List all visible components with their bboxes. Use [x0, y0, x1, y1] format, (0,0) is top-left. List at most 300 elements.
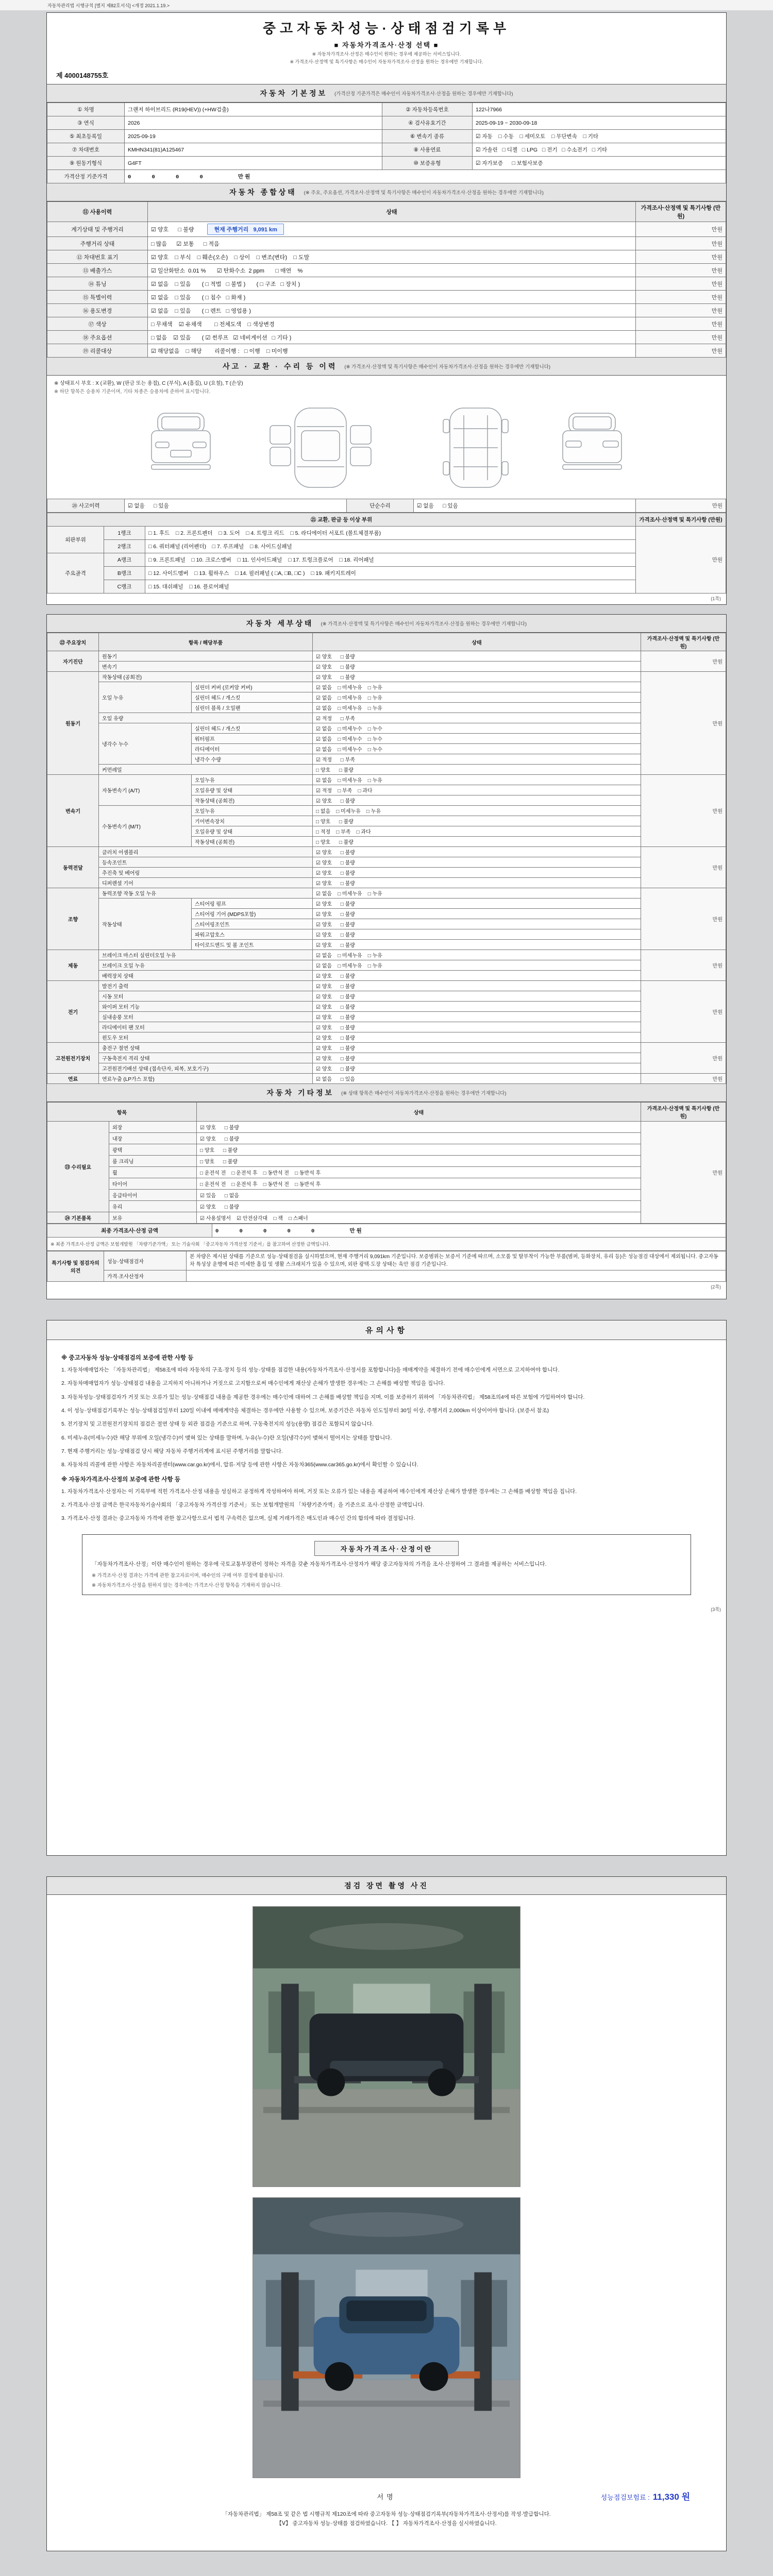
- cell-label: ② 자동차등록번호: [382, 103, 473, 116]
- cell-label: ⑩ 보증유형: [382, 157, 473, 170]
- cell-status[interactable]: ☑ 양호 □ 불량: [197, 1133, 641, 1144]
- table-row: [47, 723, 726, 734]
- table-row: [47, 662, 726, 672]
- section-bar-photos: [47, 1877, 726, 1895]
- definition-title: 자동차가격조사·산정이란: [314, 1541, 459, 1556]
- cell-group: 고전원전기장치: [47, 1043, 99, 1074]
- table-row: [47, 130, 726, 143]
- cell-item: 연료누출 (LP가스 포함): [99, 1074, 313, 1084]
- cell-value: G4FT: [125, 157, 382, 170]
- cell-item: 내장: [109, 1133, 197, 1144]
- notice-item: 3. 가격조사·산정 결과는 중고자동차 가격에 관한 참고사항으로서 법적 구속력은 없으며, 실제 거래가격은 매도인과 매수인 간의 합의에 따라 결정됩니다.: [61, 1515, 415, 1522]
- section-title-overall: 자동차 종합상태: [229, 188, 297, 196]
- cell-status[interactable]: ☑ 없음 □ 미세누유 □ 누유: [313, 950, 641, 960]
- cell-item: 발전기 출력: [99, 981, 313, 991]
- table-row: [47, 1022, 726, 1032]
- cell-status[interactable]: □ 9. 프론트패널 □ 10. 크로스멤버 □ 11. 인사이드패널 □ 17. 트렁크플로어 □ 18. 리어패널: [145, 553, 636, 567]
- notice-item: 1. 자동차매매업자는 「자동차관리법」 제58조에 따라 자동차의 구조·장치 등의 성능·상태를 점검한 내용(자동차가격조사·산정서를 포함합니다)을 매매계약을 체결하기 전에 매수인에게 서면으로 고지하여야 합니다.: [61, 1367, 560, 1373]
- notice-item: 2. 가격조사·산정 금액은 한국자동차기술사회의 「중고자동차 가격산정 기준서」 또는 보험개발원의 「차량기준가액」을 기준으로 조사·산정한 금액입니다.: [61, 1501, 425, 1508]
- cell-price: 만원: [641, 775, 726, 847]
- table-row: [47, 202, 726, 222]
- cell-price: 만원: [641, 981, 726, 1043]
- cell-head: ⑪ 사용이력: [47, 202, 148, 222]
- notice-item: 8. 자동차의 리콜에 관한 사항은 자동차리콜센터(www.car.go.kr)에서, 압류·저당 등에 관한 사항은 자동차365(www.car365.go.kr)에서 확인할 수 있습니다.: [61, 1462, 418, 1468]
- cell-price: 만원: [636, 344, 726, 358]
- table-row: [47, 1238, 726, 1251]
- cell-status[interactable]: ☑ 양호 □ 불량: [313, 857, 641, 868]
- cell-sub: 오일누유: [192, 806, 313, 816]
- definition-note1: ※ 가격조사·산정 결과는 가격에 관한 참고자료이며, 매수인의 구매 여부 결정에 활용됩니다.: [92, 1573, 284, 1579]
- notice-item: 5. 전기장치 및 고전원전기장치의 점검은 절연 상태 등 외관 점검을 기준으로 하며, 구동축전지의 성능(용량) 점검은 포함되지 않습니다.: [61, 1421, 374, 1428]
- cell-item: 클러치 어셈블리: [99, 847, 313, 857]
- cell-item: 구동축전지 격리 상태: [99, 1053, 313, 1063]
- section-note-accident: (※ 가격조사·산정액 및 특기사항은 매수인이 자동차가격조사·산정을 원하는 경우에만 기재합니다): [344, 364, 551, 370]
- cell-status[interactable]: ☑ 적정 □ 부족 □ 과다: [313, 785, 641, 795]
- table-row: [47, 1074, 726, 1084]
- table-row: [47, 1133, 726, 1144]
- accident-history-table: [47, 499, 726, 513]
- cell-status[interactable]: ☑ 있음 □ 없음: [197, 1190, 641, 1201]
- cell-head: 상태: [197, 1103, 641, 1122]
- cell-item: 가격·조사산정자: [104, 1270, 187, 1282]
- cell-item: 오일 누유: [99, 682, 192, 713]
- form-reference: 자동차관리법 시행규칙 [별지 제82호서식] <개정 2021.1.19.>: [47, 3, 170, 8]
- cell-item: 냉각수 누수: [99, 723, 192, 765]
- cell-item: 등속조인트: [99, 857, 313, 868]
- form-reference-strip: [0, 0, 773, 10]
- cell-item: 디퍼렌셜 기어: [99, 878, 313, 888]
- cell-status[interactable]: ☑ 가솔린 □ 디젤 □ LPG □ 전기 □ 수소전기 □ 기타: [473, 143, 726, 157]
- cell-status[interactable]: ☑ 양호 □ 불량: [313, 662, 641, 672]
- table-row: [47, 1122, 726, 1133]
- table-row: [47, 1224, 726, 1238]
- table-row: [47, 950, 726, 960]
- cell-item: 작동상태: [99, 899, 192, 950]
- cell-label: ⑲ 리콜대상: [47, 344, 148, 358]
- cell-sub: 실린더 블록 / 오일팬: [192, 703, 313, 713]
- cell-head: 항목: [47, 1103, 197, 1122]
- panel-notices: [46, 1320, 727, 1856]
- cell-group: 특기사항 및 점검자의 의견: [47, 1251, 104, 1282]
- cell-status[interactable]: ☑ 없음 □ 미세누유 □ 누유: [313, 703, 641, 713]
- cell-status[interactable]: ☑ 없음 □ 미세누유 □ 누유: [313, 960, 641, 971]
- notice-item: 3. 자동차성능·상태점검자가 거짓 또는 오류가 있는 성능·상태점검 내용을 제공한 경우에는 매수인에 대하여 그 손해를 배상할 책임을 지며, 이를 보증하기 위하여 「자동차관리법」 제58조의4에 따른 보험에 가입하여야 합니다.: [61, 1394, 585, 1400]
- signature-row: [47, 2483, 726, 2508]
- table-row: [47, 1212, 726, 1224]
- table-row: [47, 960, 726, 971]
- cell-status[interactable]: ☑ 없음 □ 있음 ( □ 렌트 □ 영업용 ): [148, 304, 636, 317]
- cell-price: 만원: [641, 1043, 726, 1074]
- table-row: [47, 672, 726, 682]
- table-row: [47, 1032, 726, 1043]
- misc-info-table: [47, 1102, 726, 1224]
- table-row: [47, 291, 726, 304]
- cell-head: 가격조사·산정액 및 특기사항 (만원): [641, 1103, 726, 1122]
- status-code-legend: ※ 상태표시 부호 : X (교환), W (판금 또는 용접), C (부식), A (흠집), U (요철), T (손상): [54, 381, 243, 386]
- page-marker-2: (2쪽): [711, 1284, 721, 1290]
- cell-part: 외판부위: [47, 527, 104, 553]
- price-appraisal-definition-box: [82, 1534, 691, 1595]
- cell-sub: 실린더 헤드 / 개스킷: [192, 692, 313, 703]
- cell-status[interactable]: ☑ 없음 □ 미세누유 □ 누유: [313, 682, 641, 692]
- notice-item: 2. 자동차매매업자가 성능·상태점검 내용을 고지하지 아니하거나 거짓으로 고지함으로써 매수인에게 재산상 손해가 발생한 경우에는 그 손해를 배상할 책임을 집니다.: [61, 1380, 445, 1387]
- cell-group: 자기진단: [47, 651, 99, 672]
- notices-body: [47, 1340, 726, 1604]
- table-row: [47, 971, 726, 981]
- car-underbody-diagram: [422, 404, 530, 492]
- title-block: [47, 13, 726, 84]
- cell-status[interactable]: ☑ 양호 □ 부식 □ 훼손(오손) □ 상이 □ 변조(변타) □ 도말: [148, 250, 636, 264]
- cell-status[interactable]: ☑ 양호 □ 불량: [313, 1063, 641, 1074]
- cell-label: ⑭ 튜닝: [47, 277, 148, 291]
- inspection-photo-lift: [253, 2197, 520, 2478]
- notices-price-subtitle: ※ 자동차가격조사·산정의 보증에 관한 사항 등: [61, 1476, 180, 1483]
- signature-label[interactable]: 서명: [377, 2493, 396, 2501]
- cell-status[interactable]: ☑ 없음 □ 미세누수 □ 누수: [313, 734, 641, 744]
- cell-sub: 실린더 헤드 / 개스킷: [192, 723, 313, 734]
- table-row: [47, 868, 726, 878]
- cell-price: 만원: [636, 331, 726, 344]
- table-row: [47, 651, 726, 662]
- cell-status[interactable]: □ 15. 대쉬패널 □ 16. 플로어패널: [145, 580, 636, 594]
- vehicle-diagrams: [47, 398, 726, 499]
- cell-status[interactable]: ☑ 일산화탄소 0.01 % ☑ 탄화수소 2 ppm □ 매연 %: [148, 264, 636, 277]
- cell-content: 본 차량은 제시된 상태를 기준으로 성능·상태점검을 실시하였으며, 현재 주행거리 9,091km 기준입니다. 보증범위는 보증서 기준에 따르며, 소모품 및 탈부착이 가능한 부품(범퍼, 등화장치, 유리 등)은 성능점검 대상에서 제외됩니다. 중고자동차 특성상 운행에 따른 미세한 흠집 및 생활 스크래치가 있을 수 있으며, 외판 광택·도장 상태는 육안 점검 기준입니다.: [187, 1251, 726, 1270]
- cell-sub: 스티어링 기어 (MDPS포함): [192, 909, 313, 919]
- cell-rank: 1랭크: [104, 527, 145, 540]
- cell-status[interactable]: ☑ 없음 □ 미세누유 □ 누유: [313, 775, 641, 785]
- cell-status[interactable]: ☑ 양호 □ 불량: [313, 1012, 641, 1022]
- cell-sub: 워터펌프: [192, 734, 313, 744]
- table-row: [47, 1178, 726, 1190]
- cell-status[interactable]: ☑ 양호 □ 불량: [197, 1122, 641, 1133]
- cell-status[interactable]: ☑ 양호 □ 불량: [313, 868, 641, 878]
- form-subtitle: ■ 자동차가격조사·산정 선택 ■: [334, 41, 439, 49]
- cell-item: 시동 모터: [99, 991, 313, 1002]
- cell-label: 가격산정 기준가격: [47, 170, 125, 183]
- cell-status[interactable]: □ 양호 □ 불량: [313, 765, 641, 775]
- cell-sub: 실린더 커버 (로커암 커버): [192, 682, 313, 692]
- table-row: [47, 567, 726, 580]
- table-row: [47, 222, 726, 237]
- cell-status[interactable]: ☑ 양호 □ 불량: [197, 1201, 641, 1212]
- cell-status[interactable]: ☑ 없음 □ 있음 ( □ 적법 □ 불법 ) ( □ 구조 □ 장치 ): [148, 277, 636, 291]
- cell-status[interactable]: ☑ 양호 □ 불량: [313, 899, 641, 909]
- cell-status[interactable]: □ 양호 □ 불량: [197, 1156, 641, 1167]
- cell-status[interactable]: □ 6. 쿼터패널 (리어펜더) □ 7. 루프패널 □ 8. 사이드실패널: [145, 540, 636, 553]
- panel-photos: [46, 1876, 727, 2551]
- cell-value: KMHN341(81)A125467: [125, 143, 382, 157]
- final-price-table: [47, 1224, 726, 1251]
- cell-status[interactable]: ☑ 양호 □ 불량: [313, 1053, 641, 1063]
- cell-sub: 라디에이터: [192, 744, 313, 754]
- table-row: [47, 1190, 726, 1201]
- cell-head: 가격조사·산정액 및 특기사항 (만원): [636, 513, 726, 527]
- cell-item: 외장: [109, 1122, 197, 1133]
- cell-item: 원동기: [99, 651, 313, 662]
- cell-rank: 2랭크: [104, 540, 145, 553]
- cell-item: 성능·상태점검자: [104, 1251, 187, 1270]
- cell-status[interactable]: □ 적정 □ 부족 □ 과다: [313, 826, 641, 837]
- table-row: [47, 1144, 726, 1156]
- section-title-basic: 자동차 기본정보: [260, 89, 328, 97]
- table-row: [47, 331, 726, 344]
- table-row: [47, 1063, 726, 1074]
- cell-item: 타이어: [109, 1178, 197, 1190]
- cell-label: ③ 연식: [47, 116, 125, 130]
- table-row: [47, 553, 726, 567]
- table-row: [47, 888, 726, 899]
- section-note-detail: (※ 가격조사·산정액 및 특기사항은 매수인이 자동차가격조사·산정을 원하는 경우에만 기재합니다): [321, 621, 527, 627]
- cell-item: 응급타이어: [109, 1190, 197, 1201]
- section-bar-misc: [47, 1084, 726, 1102]
- cell-status[interactable]: ☑ 해당없음 □ 해당 리콜이행 : □ 이행 □ 미이행: [148, 344, 636, 358]
- table-row: [47, 304, 726, 317]
- cell-status[interactable]: ☑ 양호 □ 불량: [313, 991, 641, 1002]
- inspection-photo-underbody: [253, 1906, 520, 2187]
- cell-item: 실내송풍 모터: [99, 1012, 313, 1022]
- table-row: [47, 157, 726, 170]
- cell-status[interactable]: ☑ 양호 □ 불량: [313, 847, 641, 857]
- cell-item: 변속기: [99, 662, 313, 672]
- cell-status[interactable]: ☑ 사용설명서 ☑ 안전삼각대 □ 잭 □ 스패너: [197, 1212, 641, 1224]
- form-subtitle-note1: ※ 자동차가격조사·산정은 매수인이 원하는 경우에 제공하는 서비스입니다.: [312, 52, 461, 57]
- table-row: [47, 116, 726, 130]
- cell-label: ⑨ 원동기형식: [47, 157, 125, 170]
- cell-status[interactable]: □ 12. 사이드멤버 □ 13. 휠하우스 □ 14. 필러패널 ( □A, □B, □C ) □ 19. 패키지트레이: [145, 567, 636, 580]
- cell-status[interactable]: ☑ 없음 □ 있음: [125, 499, 347, 513]
- cell-status[interactable]: ☑ 없음 □ 있음 ( □ 침수 □ 화재 ): [148, 291, 636, 304]
- table-row: [47, 1053, 726, 1063]
- cell-status[interactable]: ☑ 양호 □ 불량: [313, 1032, 641, 1043]
- cell-price: 만원: [641, 1122, 726, 1224]
- table-row: [47, 277, 726, 291]
- cell-label: ⑱ 주요옵션: [47, 331, 148, 344]
- table-row: [47, 682, 726, 692]
- cell-sub: 오일유량 및 상태: [192, 826, 313, 837]
- cell-price: 만원: [636, 527, 726, 594]
- cell-status[interactable]: □ 없음 □ 미세누유 □ 누유: [313, 806, 641, 816]
- cell-sub: 오일유량 및 상태: [192, 785, 313, 795]
- cell-sub: 스티어링조인트: [192, 919, 313, 929]
- cell-status[interactable]: ☑ 없음 □ 있음: [414, 499, 636, 513]
- cell-item: 윈도우 모터: [99, 1032, 313, 1043]
- cell-status[interactable]: □ 없음 ☑ 있음 ( ☑ 썬루프 ☑ 네비게이션 □ 기타 ): [148, 331, 636, 344]
- cell-label: ⑬ 배출가스: [47, 264, 148, 277]
- cell-value: 2025-09-19: [125, 130, 382, 143]
- table-row: [47, 237, 726, 250]
- section-bar-accident: [47, 358, 726, 376]
- cell-value: 122나7966: [473, 103, 726, 116]
- section-title-accident: 사고 · 교환 · 수리 등 이력: [222, 362, 338, 370]
- cell-status[interactable]: ☑ 양호 □ 불량: [313, 1022, 641, 1032]
- cell-value: 그랜저 하이브리드 (R19(HEV)) (+HW검출): [125, 103, 382, 116]
- cell-status[interactable]: □ 무채색 ☑ 유채색 □ 전체도색 □ 색상변경: [148, 317, 636, 331]
- cell-status[interactable]: ☑ 양호 □ 불량: [313, 795, 641, 806]
- cell-item: 수동변속기 (M/T): [99, 806, 192, 847]
- cell-label: ⑮ 특별이력: [47, 291, 148, 304]
- cell-status[interactable]: ☑ 양호 □ 불량: [313, 651, 641, 662]
- cell-group: ㉓ 수리필요: [47, 1122, 109, 1212]
- cell-digits: 0 0 0 0 만원: [125, 170, 726, 183]
- section-bar-basic: [47, 84, 726, 103]
- cell-group: 동력전달: [47, 847, 99, 888]
- inspector-remarks-table: [47, 1251, 726, 1282]
- cell-group: 제동: [47, 950, 99, 981]
- cell-head: 상태: [148, 202, 636, 222]
- cell-status[interactable]: ☑ 양호 □ 불량: [313, 878, 641, 888]
- table-row: [47, 143, 726, 157]
- form-subtitle-note2: ※ 가격조사·산정액 및 특기사항은 매수인이 자동차가격조사·산정을 원하는 경우에만 기재합니다.: [290, 59, 483, 64]
- cell-item: 배력장치 상태: [99, 971, 313, 981]
- table-row: [47, 899, 726, 909]
- definition-body: 「자동차가격조사·산정」이란 매수인이 원하는 경우에 국토교통부장관이 정하는 자격을 갖춘 자동차가격조사·산정자가 해당 중고자동차의 가격을 조사·산정하여 그 결과를 제공하는 서비스입니다.: [92, 1561, 547, 1568]
- table-row: [47, 1103, 726, 1122]
- cell-group: 전기: [47, 981, 99, 1043]
- cell-status[interactable]: □ 양호 □ 불량: [197, 1144, 641, 1156]
- cell-status[interactable]: ☑ 없음 □ 미세누유 □ 누유: [313, 692, 641, 703]
- notice-item: 7. 현재 주행거리는 성능·상태점검 당시 해당 자동차 주행거리계에 표시된 주행거리를 말합니다.: [61, 1448, 283, 1454]
- current-mileage-badge: 현재 주행거리 9,091 km: [207, 224, 283, 235]
- inspection-insurance-fee: [601, 2489, 690, 2502]
- cell-item: 광택: [109, 1144, 197, 1156]
- cell-group: 조향: [47, 888, 99, 950]
- cell-status[interactable]: ☑ 양호 □ 불량: [313, 1002, 641, 1012]
- table-row: [47, 775, 726, 785]
- cell-item: 고전원전기배선 상태 (접속단자, 피복, 보호기구): [99, 1063, 313, 1074]
- cell-price: 만원: [641, 950, 726, 981]
- cell-head: 가격조사·산정액 및 특기사항 (만원): [641, 633, 726, 651]
- cell-status[interactable]: ☑ 적정 □ 부족: [313, 713, 641, 723]
- table-row: [47, 633, 726, 651]
- cell-group: 원동기: [47, 672, 99, 775]
- cell-status[interactable]: ☑ 양호 □ 불량: [313, 940, 641, 950]
- cell-status[interactable]: ☑ 적정 □ 부족: [313, 754, 641, 765]
- cell-note: ※ 최종 가격조사·산정 금액은 보험개발원 「차량기준가액」 또는 기술사회 「중고자동차 가격산정 기준서」를 참고하여 산정한 금액입니다.: [47, 1238, 726, 1251]
- cell-status[interactable]: □ 많음 ☑ 보통 □ 적음: [148, 237, 636, 250]
- notices-price-list: [61, 1487, 712, 1523]
- cell-price: 만원: [641, 672, 726, 775]
- cell-item: 와이퍼 모터 기능: [99, 1002, 313, 1012]
- table-row: [47, 317, 726, 331]
- cell-label: ⑦ 차대번호: [47, 143, 125, 157]
- cell-price: 만원: [641, 1074, 726, 1084]
- table-row: [47, 250, 726, 264]
- table-row: [47, 264, 726, 277]
- table-row: [47, 527, 726, 540]
- section-bar-detail: [47, 615, 726, 633]
- cell-label: ⑳ 사고이력: [47, 499, 125, 513]
- footer-check-line: 【Ⅴ】 중고자동차 성능·상태를 점검하였습니다. 【 】 자동차가격조사·산정을 실시하였습니다.: [276, 2520, 497, 2527]
- cell-sub: 기어변속장치: [192, 816, 313, 826]
- cell-sub: 오일누유: [192, 775, 313, 785]
- cell-status[interactable]: ☑ 양호 □ 불량: [313, 1043, 641, 1053]
- cell-status[interactable]: ☑ 없음 □ 미세누수 □ 누수: [313, 744, 641, 754]
- cell-status[interactable]: ☑ 양호 □ 불량: [313, 981, 641, 991]
- cell-item: 커먼레일: [99, 765, 313, 775]
- cell-status[interactable]: ☑ 양호 □ 불량: [313, 909, 641, 919]
- cell-status[interactable]: ☑ 자가보증 □ 보험사보증: [473, 157, 726, 170]
- cell-sub: 스티어링 펌프: [192, 899, 313, 909]
- cell-rank: B랭크: [104, 567, 145, 580]
- table-row: [47, 991, 726, 1002]
- cell-content: [187, 1270, 726, 1282]
- table-row: [47, 499, 726, 513]
- notices-title: 유의사항: [47, 1320, 726, 1340]
- cell-price: 만원: [636, 304, 726, 317]
- cell-status[interactable]: □ 1. 후드 □ 2. 프론트펜더 □ 3. 도어 □ 4. 트렁크 리드 □ 5. 라디에이터 서포트 (볼트체결부품): [145, 527, 636, 540]
- cell-status[interactable]: □ 운전석 전 □ 운전석 후 □ 동반석 전 □ 동반석 후: [197, 1167, 641, 1178]
- cell-group: ㉔ 기본품목: [47, 1212, 109, 1224]
- document-number: 제 4000148755호: [56, 72, 109, 79]
- cell-sub: 작동상태 (공회전): [192, 795, 313, 806]
- panel-detail: [46, 614, 727, 1299]
- notice-item: 1. 자동차가격조사·산정자는 이 기록부에 적힌 가격조사·산정 내용을 성실하고 공정하게 작성하여야 하며, 거짓 또는 오류가 있는 내용을 제공하여 매수인에게 재산상 손해가 발생한 경우에는 그 손해를 배상할 책임을 집니다.: [61, 1488, 577, 1495]
- cell-value: 2025-09-19 ~ 2030-09-18: [473, 116, 726, 130]
- cell-price: 만원: [636, 277, 726, 291]
- cell-status[interactable]: ☑ 없음 □ 있음: [313, 1074, 641, 1084]
- section-bar-overall: [47, 183, 726, 201]
- cell-status[interactable]: □ 양호 □ 불량: [313, 837, 641, 847]
- cell-sub: 냉각수 수량: [192, 754, 313, 765]
- table-row: [47, 857, 726, 868]
- cell-item: 룸 크리닝: [109, 1156, 197, 1167]
- page-marker-1: (1쪽): [711, 596, 721, 601]
- page-marker-3: (3쪽): [711, 1607, 721, 1613]
- cell-item: 브레이크 마스터 실린더오일 누유: [99, 950, 313, 960]
- cell-label: 주행거리 상태: [47, 237, 148, 250]
- table-row: [47, 1251, 726, 1270]
- cell-status[interactable]: ☑ 없음 □ 미세누유 □ 누유: [313, 888, 641, 899]
- cell-status[interactable]: ☑ 양호 □ 불량: [313, 929, 641, 940]
- footer: [47, 2508, 726, 2537]
- table-row: [47, 1270, 726, 1282]
- table-row: [47, 1167, 726, 1178]
- cell-status[interactable]: ☑ 양호 □ 불량: [313, 919, 641, 929]
- cell-price: 만원: [636, 222, 726, 237]
- cell-label: ① 차명: [47, 103, 125, 116]
- cell-status[interactable]: ☑ 자동 □ 수동 □ 세미오토 □ 무단변속 □ 기타: [473, 130, 726, 143]
- cell-rank: C랭크: [104, 580, 145, 594]
- table-row: [47, 170, 726, 183]
- section-note-basic: (가격산정 기준가격은 매수인이 자동차가격조사·산정을 원하는 경우에만 기재합니다): [334, 91, 513, 97]
- cell-status[interactable]: □ 양호 □ 불량: [313, 816, 641, 826]
- cell-value: 2026: [125, 116, 382, 130]
- car-top-exploded-diagram: [243, 404, 398, 492]
- cell-label: ⑫ 차대번호 표기: [47, 250, 148, 264]
- basic-info-table: [47, 103, 726, 183]
- footer-law-line: 「자동차관리법」 제58조 및 같은 법 시행규칙 제120조에 따라 중고자동차 성능·상태점검기록부(자동차가격조사·산정서)를 작성·발급합니다.: [222, 2511, 551, 2517]
- cell-status[interactable]: ☑ 없음 □ 미세누수 □ 누수: [313, 723, 641, 734]
- table-row: [47, 513, 726, 527]
- cell-part: 주요골격: [47, 553, 104, 594]
- cell-status[interactable]: ☑ 양호 □ 불량 현재 주행거리 9,091 km: [148, 222, 636, 237]
- cell-sub: 작동상태 (공회전): [192, 837, 313, 847]
- cell-item: 유리: [109, 1201, 197, 1212]
- cell-price: 만원: [636, 317, 726, 331]
- table-row: [47, 847, 726, 857]
- table-row: [47, 878, 726, 888]
- cell-price: 만원: [641, 847, 726, 888]
- notices-performance-list: [61, 1366, 712, 1470]
- section-title-misc: 자동차 기타정보: [266, 1089, 334, 1097]
- cell-item: 보유: [109, 1212, 197, 1224]
- cell-label: 단순수리: [347, 499, 414, 513]
- overall-condition-table: [47, 201, 726, 358]
- cell-status[interactable]: ☑ 양호 □ 불량: [313, 672, 641, 682]
- cell-status[interactable]: □ 운전석 전 □ 운전석 후 □ 동반석 전 □ 동반석 후: [197, 1178, 641, 1190]
- cell-status[interactable]: ☑ 양호 □ 불량: [313, 971, 641, 981]
